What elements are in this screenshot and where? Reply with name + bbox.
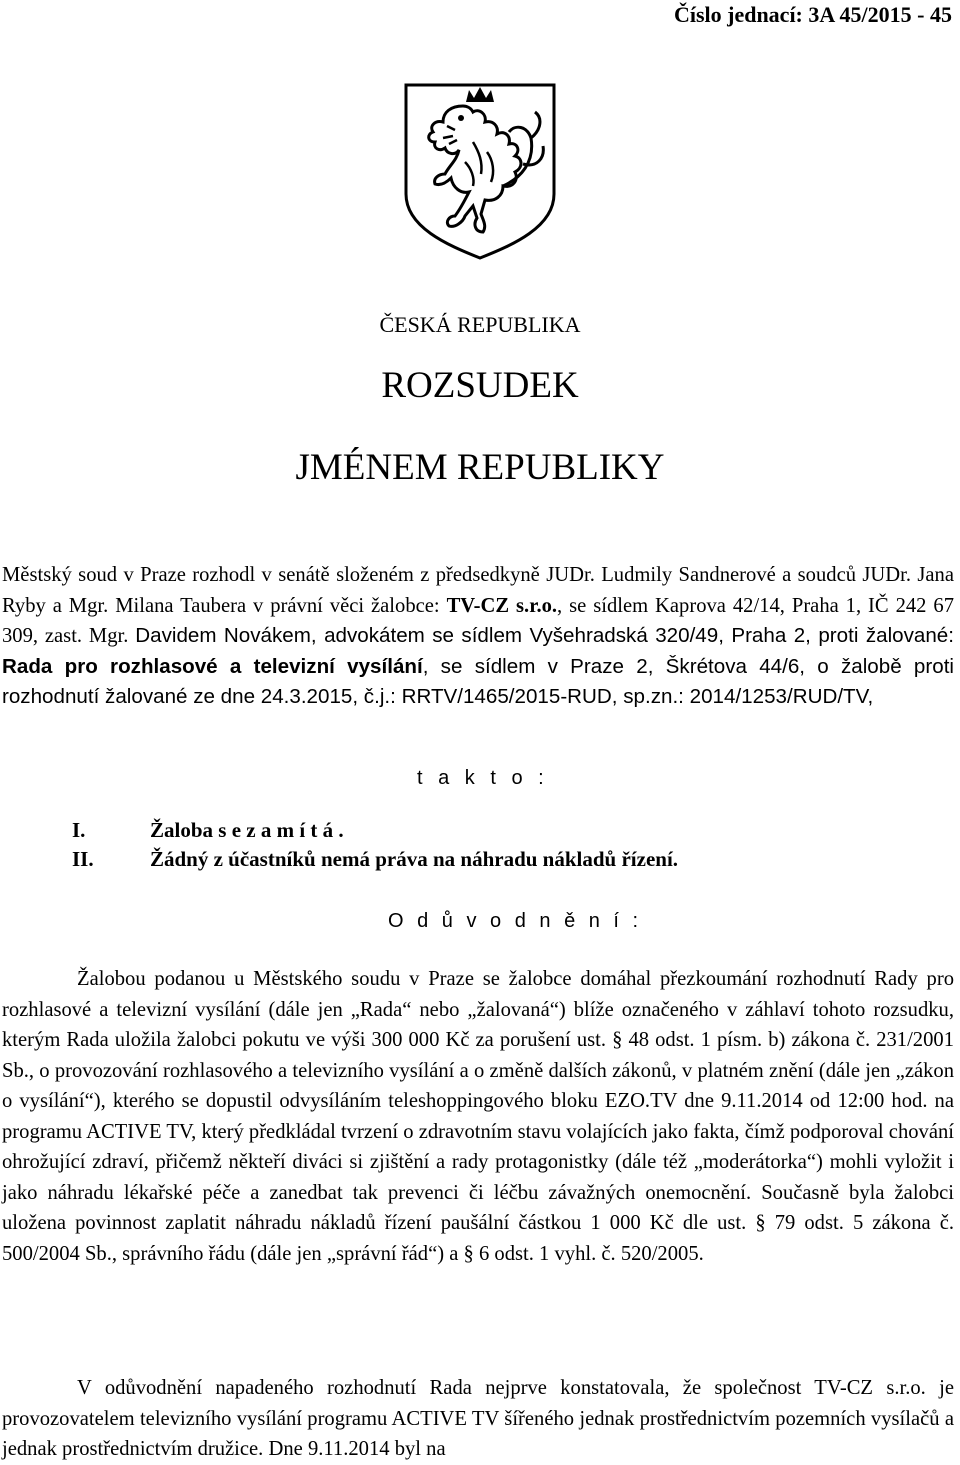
in-name-of-heading: JMÉNEM REPUBLIKY	[295, 447, 665, 488]
czech-lion-emblem-icon	[403, 82, 557, 260]
reasoning-paragraph-1: Žalobou podanou u Městského soudu v Praze se žalobce domáhal přezkoumání rozhodnutí Rady pro rozhlasové a televizní vysílání (dále jen „Rada“ nebo „žalovaná“) blíže označeného v záhlaví tohoto rozsudku, kterým Rada uložila žalobci pokutu ve výši 300 000 Kč za porušení ust. § 48 odst. 1 písm. b) zákona č. 231/2001 Sb., o provozování rozhlasového a televizního vysílání a o změně dalších zákonů, v platném znění (dále jen „zákon o vysílání“), kterého se dopustil odvysíláním teleshoppingového bloku EZO.TV dne 9.11.2014 od 12:00 hod. na programu ACTIVE TV, který předkládal tvrzení o zdravotním stavu volajících jako fakta, čímž podporoval chování ohrožující zdraví, přičemž někteří diváci si zjištění a rady protagonistky (dále též „moderátorka“) mohli vyložit i jako náhradu lékařské péče a zanedbat tak prevenci či léčbu závažných onemocnění. Současně byla žalobci uložena povinnost zaplatit náhradu nákladů řízení paušální částkou 1 000 Kč dle ust. § 79 odst. 5 zákona č. 500/2004 Sb., správního řádu (dále jen „správní řád“) a § 6 odst. 1 vyhl. č. 520/2005.	[2, 968, 954, 1265]
verdict-text: Žádný z účastníků nemá práva na náhradu nákladů řízení.	[150, 847, 679, 871]
verdict-number: II.	[72, 847, 94, 871]
takto-heading: t a k t o :	[417, 767, 549, 789]
document-type-heading: ROZSUDEK	[381, 365, 579, 406]
defendant-name: Rada pro rozhlasové a televizní vysílání	[2, 654, 423, 678]
reasoning-paragraph-2: V odůvodnění napadeného rozhodnutí Rada nejprve konstatovala, že společnost TV-CZ s.r.o. je provozovatelem televizního vysílání programu ACTIVE TV šířeného jednak prostřednictvím pozemních vysílačů a jednak prostřednictvím družice. Dne 9.11.2014 byl na	[2, 1377, 954, 1460]
verdict-text: Žaloba s e z a m í t á .	[150, 818, 344, 842]
verdict-item	[72, 847, 678, 872]
intro-paragraph	[2, 560, 954, 713]
intro-text-4: , se sídlem v Praze 2, Škrétova 44/6, o žalobě proti rozhodnutí žalované ze dne 24.3.2015, č.j.: RRTV/1465/2015-RUD, sp.zn.: 2014/1253/RUD/TV,	[2, 654, 954, 708]
verdict-number: I.	[72, 818, 86, 842]
verdict-item	[72, 818, 344, 843]
reasoning-heading: O d ů v o d n ě n í :	[388, 910, 643, 932]
country-heading: ČESKÁ REPUBLIKA	[379, 312, 581, 337]
case-number: Číslo jednací: 3A 45/2015 - 45	[673, 2, 952, 27]
intro-text-3: Davidem Novákem, advokátem se sídlem Vyšehradská 320/49, Praha 2, proti žalované:	[135, 624, 954, 647]
plaintiff-name: TV-CZ s.r.o.	[446, 594, 558, 617]
intro-text-2: , se sídlem Kaprova 42/14, Praha 1, IČ 242 67 309, zast. Mgr.	[2, 594, 954, 647]
intro-text-1: Městský soud v Praze rozhodl v senátě složeném z předsedkyně JUDr. Ludmily Sandnerové a soudců JUDr. Jana Ryby a Mgr. Milana Taubera v právní věci žalobce:	[2, 564, 954, 617]
